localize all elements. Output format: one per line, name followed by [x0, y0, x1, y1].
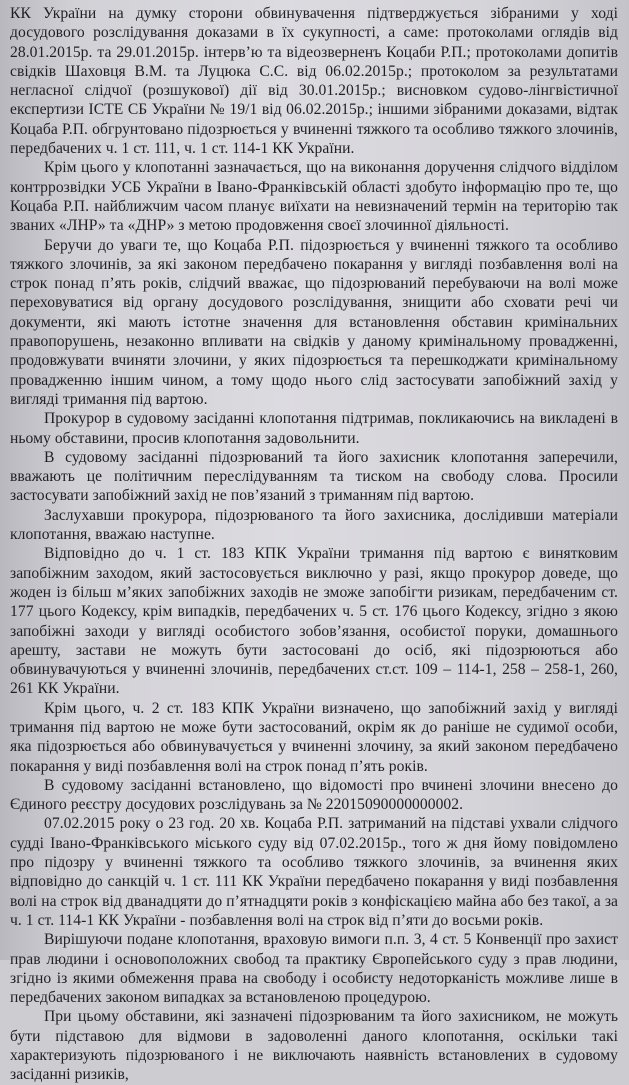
paragraph-court-consideration: Заслухавши прокурора, підозрюваного та його захисника, дослідивши матеріали клопотання, вважаю наступне.: [10, 506, 618, 544]
paragraph-intent-to-leave: Крім цього у клопотанні зазначається, що на виконання доручення слідчого відділом контррозвідки УСБ України в Івано-Франківській області здобуто інформацію про те, що Коцаба Р.П. найближчим часом планує виїхати на невизначений термін на територію так званих «ЛНР» та «ДНР» з метою продовження своєї злочинної діяльності.: [10, 159, 618, 235]
paragraph-defense-position: В судовому засіданні підозрюваний та його захисник клопотання заперечили, вважають це політичним переслідуванням та тиском на свободу слова. Просили застосувати запобіжний захід не пов’язаний з триманням під вартою.: [10, 448, 618, 505]
paragraph-evidence: КК України на думку сторони обвинувачення підтверджується зібраними у ході досудового розслідування доказами в їх сукупності, а саме: протоколами оглядів від 28.01.2015р. та 29.01.2015р. інтерв’ю та відеозверненъ Коцаби Р.П.; протоколами допитів свідків Шаховця В.М. та Луцюка С.С. від 06.02.2015р.; протоколом за результатами негласної слідчої (розшукової) дії від 30.01.2015р.; висновком судово-лінгвістичної експертизи ІСТЕ СБ України № 19/1 від 06.02.2015р.; іншими зібраними доказами, відтак Коцаба Р.П. обгрунтовано підозрюється у вчиненні тяжкого та особливо тяжкого злочинів, передбачених ч. 1 ст. 111, ч. 1 ст. 114-1 КК України.: [10, 5, 618, 158]
paragraph-registry-entry: В судовому засіданні встановлено, що відомості про вчинені злочини внесено до Єдиного реєстру досудових розслідувань за № 22015090000000002.: [10, 776, 618, 814]
paragraph-circumstances: При цьому обставини, які зазначені підозрюваним та його захисником, не можуть бути підставою для відмови в задоволенні даного клопотання, оскільки такі характеризують підозрюваного і не виключають наявність встановлених в судовому засіданні ризиків,: [10, 1008, 618, 1084]
paragraph-convention-requirements: Вирішуючи подане клопотання, враховую вимоги п.п. 3, 4 ст. 5 Конвенції про захист прав людини і основоположних свобод та практику Європейського суду з прав людини, згідно із якими обмеження права на свободу і особисту недоторканість можливе лише в передбачених законом випадках за встановленою процедурою.: [10, 931, 618, 1007]
paragraph-investigator-risks: Беручи до уваги те, що Коцаба Р.П. підозрюється у вчиненні тяжкого та особливо тяжкого злочинів, за які законом передбачено покарання у вигляді позбавлення волі на строк понад п’ять років, слідчий вважає, що підозрюваний перебуваючи на волі може переховуватися від органу досудового розслідування, знищити або сховати речі чи документи, які мають істотне значення для встановлення обставин кримінальних правопорушень, незаконно впливати на свідків у даному кримінальному провадженні, продовжувати вчиняти злочини, у яких підозрюється та перешкоджати кримінальному провадженню іншим чином, а тому щодо нього слід застосувати запобіжний захід у вигляді тримання під вартою.: [10, 236, 618, 408]
paragraph-article-183-part-1: Відповідно до ч. 1 ст. 183 КПК України тримання під вартою є винятковим запобіжним заходом, який застосовується виключно у разі, якщо прокурор доведе, що жоден із більш м’яких запобіжних заходів не зможе запобігти ризикам, передбаченим ст. 177 цього Кодексу, крім випадків, передбачених ч. 5 ст. 176 цього Кодексу, згідно з якою запобіжні заходи у вигляді особистого зобов’язання, особистої поруки, домашнього арешту, застави не можуть бути застосовані до осіб, які підозрюються або обвинувачуються у вчиненні злочинів, передбачених ст.ст. 109 – 114-1, 258 – 258-1, 260, 261 КК України.: [10, 545, 618, 698]
paragraph-prosecutor-position: Прокурор в судовому засіданні клопотання підтримав, покликаючись на викладені в ньому обставини, просив клопотання задовольнити.: [10, 410, 618, 447]
paragraph-article-183-part-2: Крім цього, ч. 2 ст. 183 КПК України визначено, що запобіжний захід у вигляді тримання під вартою не може бути застосований, окрім як до раніше не судимої особи, яка підозрюється або обвинувачується у вчиненні злочину, за який законом передбачено покарання у виді позбавлення волі на строк понад п’ять років.: [10, 699, 618, 775]
court-ruling-text: [4, 0, 624, 1085]
paragraph-detention-details: 07.02.2015 року о 23 год. 20 хв. Коцаба Р.П. затриманий на підставі ухвали слідчого судді Івано-Франківського міського суду від 07.02.2015р., того ж дня йому повідомлено про підозру у вчиненні тяжкого та особливо тяжкого злочинів, за вчинення яких відповідно до санкцій ч. 1 ст. 111 КК України передбачено покарання у виді позбавлення волі на строк від дванадцяти до п’ятнадцяти років з конфіскацією майна або без такої, а за ч. 1 ст. 114-1 КК України - позбавлення волі на строк від п’яти до восьми років.: [10, 815, 618, 929]
